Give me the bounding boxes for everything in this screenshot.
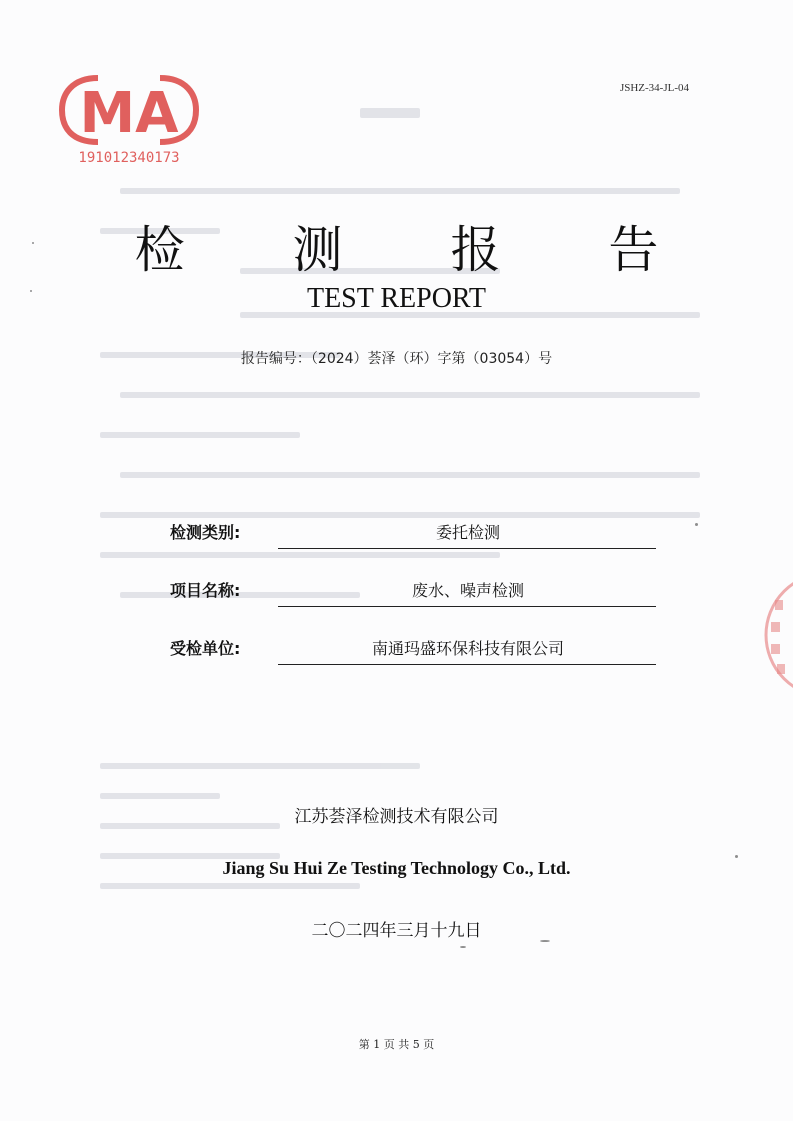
field-value: 南通玛盛环保科技有限公司	[371, 639, 564, 658]
document-code: JSHZ-34-JL-04	[619, 82, 689, 94]
field-label: 项目名称:	[170, 581, 241, 600]
report-title-en: TEST REPORT	[306, 283, 487, 314]
bleed-lines	[60, 90, 740, 650]
page-number: 第 1 页 共 5 页	[358, 1038, 435, 1051]
field-value: 委托检测	[435, 523, 500, 542]
cma-stamp-icon	[58, 66, 200, 166]
cma-letters: MA	[79, 81, 179, 146]
company-name-cn: 江苏荟泽检测技术有限公司	[294, 807, 499, 827]
company-name-en: Jiang Su Hui Ze Testing Technology Co., Ltd.	[222, 858, 571, 878]
field-project-name	[170, 570, 660, 614]
cma-number: 191012340173	[78, 150, 180, 166]
field-label: 受检单位:	[170, 639, 241, 658]
field-value: 废水、噪声检测	[411, 581, 524, 600]
field-label: 检测类别:	[170, 523, 241, 542]
field-inspected-unit	[170, 628, 660, 672]
partial-seal-icon	[753, 560, 793, 710]
field-underline	[278, 548, 656, 549]
report-number: 报告编号：（2024）荟泽（环）字第（03054）号	[240, 351, 553, 367]
field-underline	[278, 606, 656, 607]
report-title-cn: 检 测 报 告	[134, 221, 705, 279]
report-date: 二〇二四年三月十九日	[311, 921, 482, 941]
field-test-category	[170, 512, 660, 556]
field-underline	[278, 664, 656, 665]
